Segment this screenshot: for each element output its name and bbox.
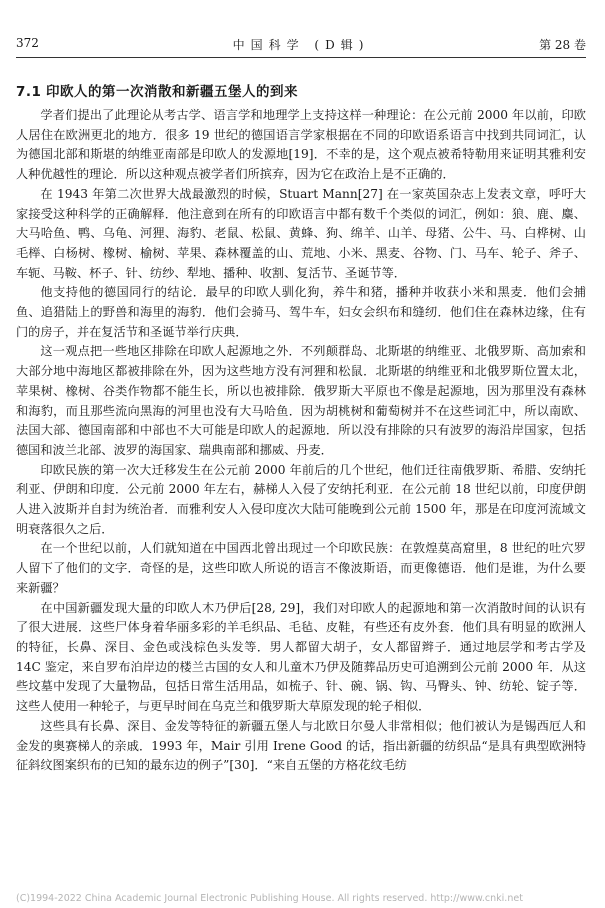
section-number: 7.1 [16,84,42,100]
journal-title: 中国科学 (D辑) [232,38,370,52]
paragraph-7: 在中国新疆发现大量的印欧人木乃伊后[28, 29]，我们对印欧人的起源地和第一次消散时间的认识有了很大进展．这些尸体身着华丽多彩的羊毛织品、毛毡、皮鞋，有些还有皮外套．他们具有明显的欧洲人的特征，长鼻、深目、金色或浅棕色头发等．男人都留大胡子，女人都留辫子．通过地层学和考古学及14C 鉴定，来自罗布泊岸边的楼兰古国的女人和儿童木乃伊及随葬品历史可追溯到公元前 2000 年．从这些坟墓中发现了大量物品，包括日常生活用品，如梳子、针、碗、锅、钩、马臀头、钟、纺轮、锭子等．这些人使用一种轮子，与更早时间在乌克兰和俄罗斯大草原发现的轮子相似． [16,600,586,714]
copyright-watermark: (C)1994-2022 China Academic Journal Electronic Publishing House. All rights reserved. http://www.cnki.net [16,893,523,904]
paragraph-5: 印欧民族的第一次大迁移发生在公元前 2000 年前后的几个世纪，他们迁往南俄罗斯、希腊、安纳托利亚、伊朗和印度．公元前 2000 年左右，赫梯人入侵了安纳托利亚．在公元前 18 世纪以前，印度伊朗人进入波斯并自封为统治者．而雅利安人入侵印度次大陆可能晚到公元前 1500 年，那是在印度河流域文明衰落很久之后． [16,462,586,536]
running-header [16,36,586,56]
body-text [16,106,586,776]
paragraph-6: 在一个世纪以前，人们就知道在中国西北曾出现过一个印欧民族：在敦煌莫高窟里，8 世纪的吐穴罗人留下了他们的文字．奇怪的是，这些印欧人所说的语言不像波斯语，而更像德语．他们是谁，为什么要来新疆？ [16,541,586,595]
header-rule [16,57,586,58]
section-heading [16,80,586,100]
paragraph-4: 这一观点把一些地区排除在印欧人起源地之外．不列颠群岛、北斯堪的纳维亚、北俄罗斯、高加索和大部分地中海地区都被排除在外，因为这些地方没有河狸和松鼠．北斯堪的纳维亚和北俄罗斯位置太北，苹果树、橡树、谷类作物都不能生长，所以也被排除．俄罗斯大平原也不像是起源地，因为那里没有森林和海豹，而且那些流向黑海的河里也没有大马哈鱼．因为胡桃树和葡萄树并不在这些词汇中，所以南欧、法国大部、德国南部和中部也不大可能是印欧人的起源地．所以没有排除的只有波罗的海沿岸国家，包括德国和波兰北部、波罗的海国家、瑞典南部和挪威、丹麦． [16,344,586,457]
paragraph-1: 学者们提出了此理论从考古学、语言学和地理学上支持这样一种理论：在公元前 2000 年以前，印欧人居住在欧洲更北的地方．很多 19 世纪的德国语言学家根据在不同的印欧语系语言中找到共同词汇，认为德国北部和斯堪的纳维亚南部是印欧人的发源地[19]．不幸的是，这个观点被希特勒用来证明其雅利安人种优越性的理论．所以这种观点被学者们所摈弃，因为它在政治上是不正确的． [16,108,586,182]
paragraph-8: 这些具有长鼻、深目、金发等特征的新疆五堡人与北欧日尔曼人非常相似；他们被认为是锡西厄人和金发的奥赛梯人的亲戚．1993 年，Mair 引用 Irene Good 的话，指出新疆的纺织品“是具有典型欧洲特征斜纹图案织布的已知的最东边的例子”[30]．“来自五堡的方格花纹毛纺 [16,718,586,773]
page-number: 372 [16,36,39,50]
volume-label: 第 28 卷 [539,38,586,52]
section-title: 印欧人的第一次消散和新疆五堡人的到来 [46,84,298,100]
paragraph-3: 他支持他的德国同行的结论．最早的印欧人驯化狗，养牛和猪，播种并收获小米和黑麦．他们会捕鱼、追猎陆上的野兽和海里的海豹．他们会骑马、驾牛车，妇女会织布和缝纫．他们住在森林边缘，住有门的房子，并在复活节和圣诞节举行庆典． [16,285,586,339]
paragraph-2: 在 1943 年第二次世界大战最激烈的时候，Stuart Mann[27] 在一家英国杂志上发表文章，呼吁大家接受这种科学的正确解释．他注意到在所有的印欧语言中都有数千个类似的词汇，例如：狼、鹿、麋、大马哈鱼、鸭、乌龟、河狸、海豹、老鼠、松鼠、黄蜂、狗、绵羊、山羊、母猪、公牛、马、白桦树、山毛榉、白杨树、橡树、榆树、苹果、森林覆盖的山、荒地、小米、黑麦、谷物、门、马车、轮子、斧子、车轭、马鞍、杯子、针、纺纱、犁地、播种、收割、复活节、圣诞节等． [16,186,586,280]
